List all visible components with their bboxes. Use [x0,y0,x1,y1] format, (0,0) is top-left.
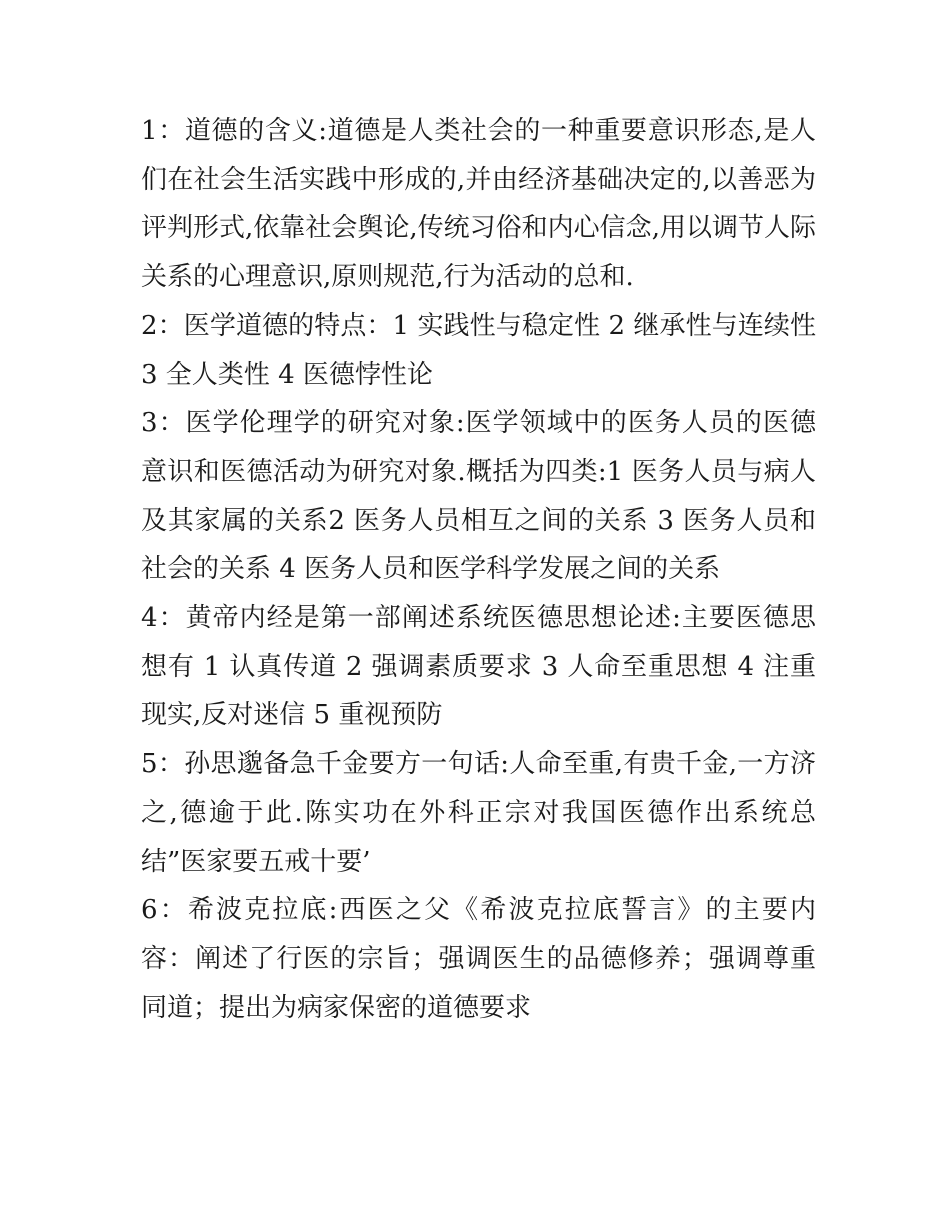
paragraph-huangdi-neijing: 4：黄帝内经是第一部阐述系统医德思想论述:主要医德思想有 1 认真传道 2 强调素质要求 3 人命至重思想 4 注重现实,反对迷信 5 重视预防 [141,603,816,731]
paragraph-morality-definition: 1：道德的含义:道德是人类社会的一种重要意识形态,是人们在社会生活实践中形成的,并由经济基础决定的,以善恶为评判形式,依靠社会舆论,传统习俗和内心信念,用以调节人际关系的心理意识,原则规范,行为活动的总和. [141,116,816,293]
paragraph-hippocrates: 6：希波克拉底:西医之父《希波克拉底誓言》的主要内容：阐述了行医的宗旨；强调医生的品德修养；强调尊重同道；提出为病家保密的道德要求 [141,895,816,1023]
paragraph-research-object: 3：医学伦理学的研究对象:医学领域中的医务人员的医德意识和医德活动为研究对象.概括为四类:1 医务人员与病人及其家属的关系2 医务人员相互之间的关系 3 医务人员和社会的关系 4 医务人员和医学科学发展之间的关系 [141,408,816,585]
paragraph-medical-ethics-features: 2：医学道德的特点：1 实践性与稳定性 2 继承性与连续性 3 全人类性 4 医德悖性论 [141,310,816,390]
paragraph-sun-simiao: 5：孙思邈备急千金要方一句话:人命至重,有贵千金,一方济之,德逾于此.陈实功在外科正宗对我国医德作出系统总结”医家要五戒十要’ [141,749,816,877]
document-body [141,107,816,1032]
